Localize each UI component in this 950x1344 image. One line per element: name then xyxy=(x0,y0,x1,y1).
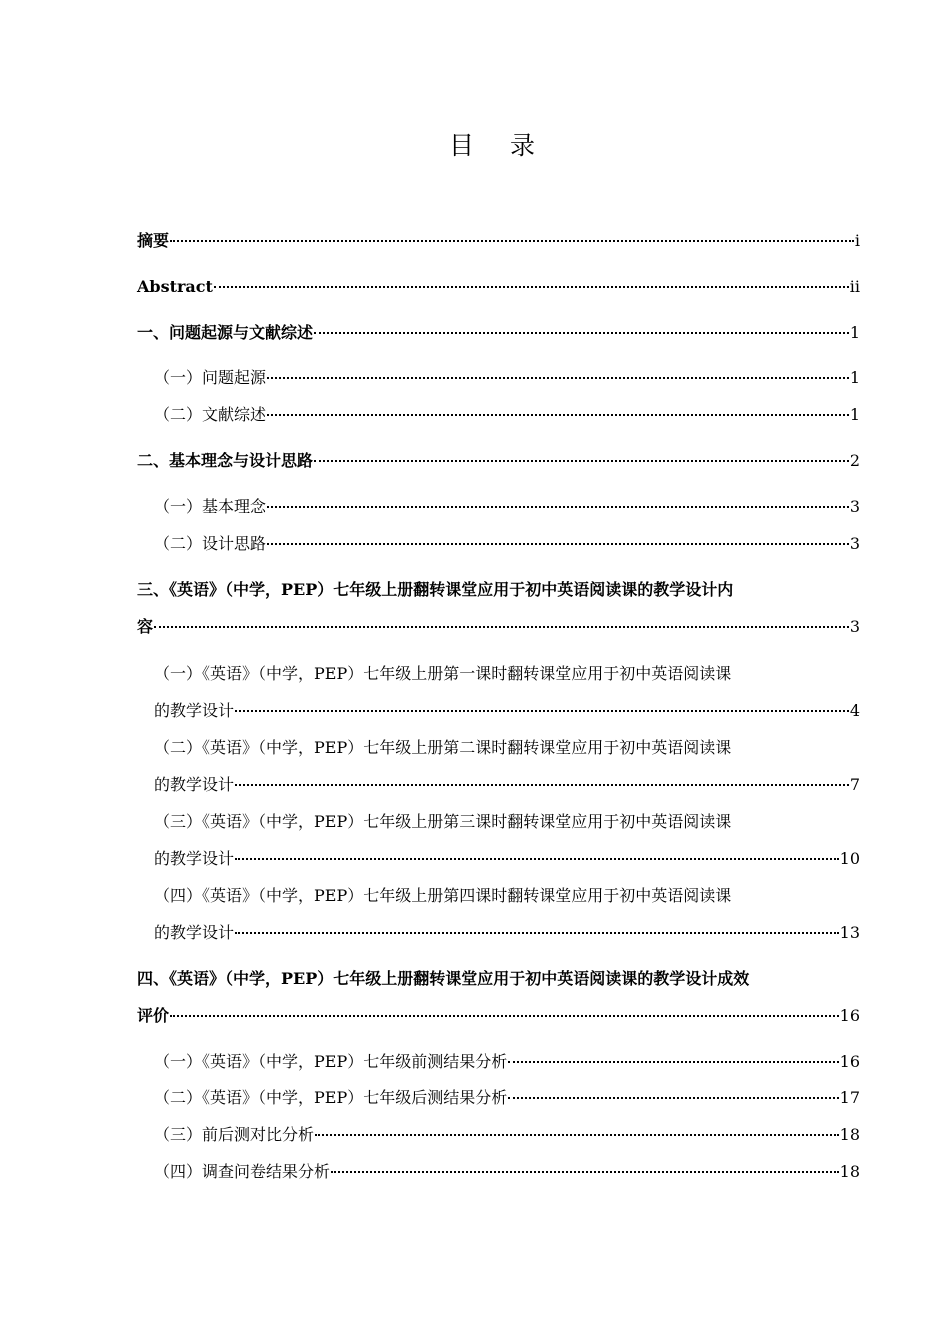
toc-page-number: 1 xyxy=(849,405,860,424)
toc-page-number: 13 xyxy=(839,923,860,942)
toc-entry-title: （一）《英语》（中学，PEP）七年级前测结果分析 xyxy=(154,1052,508,1071)
toc-entry-title-line2: 的教学设计 xyxy=(154,923,235,942)
toc-leader-dots xyxy=(235,858,839,860)
toc-leader-dots xyxy=(214,286,849,288)
toc-page-number: 1 xyxy=(849,368,860,387)
toc-entry-title-line1: （二）《英语》（中学，PEP）七年级上册第二课时翻转课堂应用于初中英语阅读课 xyxy=(154,738,732,757)
toc-leader-dots xyxy=(154,626,849,628)
toc-page-number: 10 xyxy=(839,849,860,868)
toc-entry-3-4[interactable] xyxy=(154,886,860,943)
toc-page-number: 4 xyxy=(849,701,860,720)
toc-leader-dots xyxy=(170,240,854,242)
page-title: 目 录 xyxy=(449,131,549,160)
toc-entry-title: Abstract xyxy=(137,277,213,296)
toc-entry-title-line1: 四、《英语》（中学，PEP）七年级上册翻转课堂应用于初中英语阅读课的教学设计成效 xyxy=(137,969,750,988)
toc-page-number: 3 xyxy=(849,497,860,516)
toc-leader-dots xyxy=(267,377,849,379)
toc-leader-dots xyxy=(508,1097,838,1099)
toc-page-number: 17 xyxy=(839,1088,860,1107)
toc-page-number: 1 xyxy=(849,323,860,342)
toc-entry-title: （二）《英语》（中学，PEP）七年级后测结果分析 xyxy=(154,1088,508,1107)
toc-entry-4-3[interactable] xyxy=(154,1125,860,1145)
toc-leader-dots xyxy=(508,1061,838,1063)
toc-leader-dots xyxy=(170,1015,839,1017)
toc-entry-4-2[interactable] xyxy=(154,1088,860,1108)
toc-page-number: i xyxy=(854,231,860,250)
toc-entry-title-line2: 的教学设计 xyxy=(154,701,235,720)
toc-page-number: 18 xyxy=(839,1162,860,1181)
toc-entry-title: 摘要 xyxy=(137,231,170,250)
toc-entry-3-1[interactable] xyxy=(154,664,860,721)
toc-leader-dots xyxy=(235,710,849,712)
toc-entry-2-1[interactable] xyxy=(154,497,860,517)
toc-leader-dots xyxy=(267,414,849,416)
toc-leader-dots xyxy=(331,1171,839,1173)
toc-entry-title: （一）基本理念 xyxy=(154,497,267,516)
toc-page-number: 3 xyxy=(849,534,860,553)
toc-entry-3-2[interactable] xyxy=(154,738,860,795)
toc-entry-title: 一、问题起源与文献综述 xyxy=(137,323,314,342)
toc-entry-4-4[interactable] xyxy=(154,1162,860,1182)
toc-entry-title: 二、基本理念与设计思路 xyxy=(137,451,314,470)
toc-leader-dots xyxy=(314,460,849,462)
toc-leader-dots xyxy=(235,784,849,786)
toc-entry-abstract-en[interactable] xyxy=(137,277,860,297)
toc-entry-title-line2: 的教学设计 xyxy=(154,849,235,868)
toc-page-number: ii xyxy=(849,277,860,296)
toc-entry-title-line1: （四）《英语》（中学，PEP）七年级上册第四课时翻转课堂应用于初中英语阅读课 xyxy=(154,886,732,905)
toc-entry-title: （二）文献综述 xyxy=(154,405,267,424)
toc-entry-title: （四）调查问卷结果分析 xyxy=(154,1162,331,1181)
toc-leader-dots xyxy=(314,332,849,334)
toc-entry-chapter-1[interactable] xyxy=(137,323,860,343)
toc-entry-3-3[interactable] xyxy=(154,812,860,869)
toc-page-number: 7 xyxy=(849,775,860,794)
toc-entry-2-2[interactable] xyxy=(154,534,860,554)
toc-page-number: 2 xyxy=(849,451,860,470)
toc-entry-title-line1: 三、《英语》（中学，PEP）七年级上册翻转课堂应用于初中英语阅读课的教学设计内 xyxy=(137,580,734,599)
toc-page-number: 18 xyxy=(839,1125,860,1144)
toc-entry-title-line2: 容 xyxy=(137,617,154,636)
toc-entry-title-line2: 评价 xyxy=(137,1006,170,1025)
table-of-contents xyxy=(137,0,860,1344)
toc-leader-dots xyxy=(267,506,849,508)
toc-leader-dots xyxy=(235,932,839,934)
toc-leader-dots xyxy=(267,543,849,545)
toc-entry-title: （二）设计思路 xyxy=(154,534,267,553)
toc-entry-chapter-2[interactable] xyxy=(137,451,860,471)
toc-entry-title-line2: 的教学设计 xyxy=(154,775,235,794)
toc-entry-title-line1: （一）《英语》（中学，PEP）七年级上册第一课时翻转课堂应用于初中英语阅读课 xyxy=(154,664,732,683)
toc-entry-chapter-3[interactable] xyxy=(137,580,860,637)
toc-entry-1-1[interactable] xyxy=(154,368,860,388)
toc-entry-chapter-4[interactable] xyxy=(137,969,874,1026)
toc-entry-title: （一）问题起源 xyxy=(154,368,267,387)
toc-entry-4-1[interactable] xyxy=(154,1052,860,1072)
toc-entry-title: （三）前后测对比分析 xyxy=(154,1125,315,1144)
toc-page-number: 16 xyxy=(839,1006,860,1025)
toc-page-number: 16 xyxy=(839,1052,860,1071)
toc-entry-abstract-cn[interactable] xyxy=(137,231,860,251)
toc-leader-dots xyxy=(315,1134,839,1136)
toc-page-number: 3 xyxy=(849,617,860,636)
toc-entry-title-line1: （三）《英语》（中学，PEP）七年级上册第三课时翻转课堂应用于初中英语阅读课 xyxy=(154,812,732,831)
toc-entry-1-2[interactable] xyxy=(154,405,860,425)
